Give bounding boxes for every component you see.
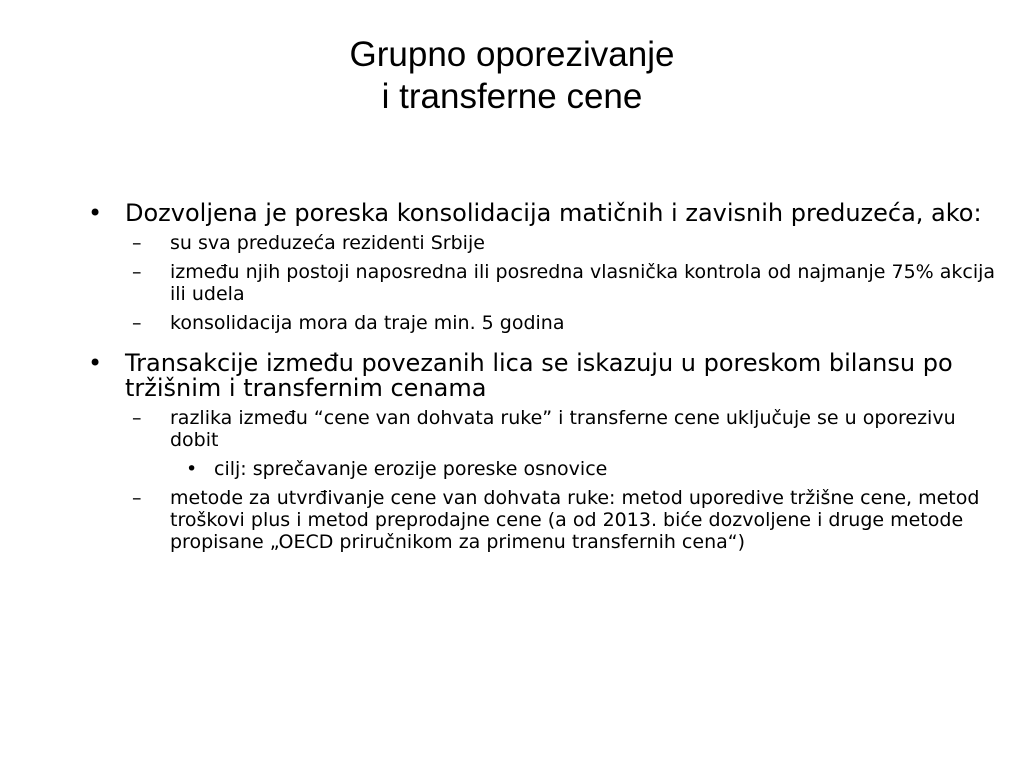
bullet-point-2-text: Transakcije između povezanih lica se iskazuju u poreskom bilansu po tržišnim i transfernim cenama [125,349,953,402]
subpoint-1-1-text: su sva preduzeća rezidenti Srbije [170,232,485,254]
subsubpoint-2-1-1-text: cilj: sprečavanje erozije poreske osnovice [214,458,608,480]
dash-icon: – [132,312,142,334]
subsubpoint-2-1-1 [186,458,998,480]
subpoint-2-1 [132,407,998,451]
slide-body [88,201,998,560]
subpoint-1-3 [132,312,998,334]
dash-icon: – [132,261,142,283]
subpoint-1-3-text: konsolidacija mora da traje min. 5 godina [170,312,565,334]
bullet-point-1-text: Dozvoljena je poreska konsolidacija matičnih i zavisnih preduzeća, ako: [125,199,982,227]
dash-icon: – [132,487,142,509]
dash-icon: – [132,407,142,429]
bullet-point-2 [88,351,998,401]
subpoint-2-2 [132,487,998,553]
title-line-2: i transferne cene [381,77,643,116]
subpoint-1-1 [132,232,998,254]
slide-title [0,34,1024,118]
subpoint-2-2-text: metode za utvrđivanje cene van dohvata ruke: metod uporedive tržišne cene, metod troškovi plus i metod preprodajne cene (a od 2013. biće dozvoljene i druge metode propisane „OECD priručnikom za primenu transfernih cena“) [170,487,980,553]
dash-icon: – [132,232,142,254]
small-bullet-icon: • [186,458,198,480]
subpoint-2-1-text: razlika između “cene van dohvata ruke” i transferne cene uključuje se u oporezivu dobit [170,407,956,451]
bullet-point-1 [88,201,998,226]
bullet-icon: • [88,199,103,227]
bullet-icon: • [88,349,103,377]
title-line-1: Grupno oporezivanje [349,35,675,74]
subpoint-1-2-text: između njih postoji naposredna ili posredna vlasnička kontrola od najmanje 75% akcija ili udela [170,261,996,305]
subpoint-1-2 [132,261,998,305]
